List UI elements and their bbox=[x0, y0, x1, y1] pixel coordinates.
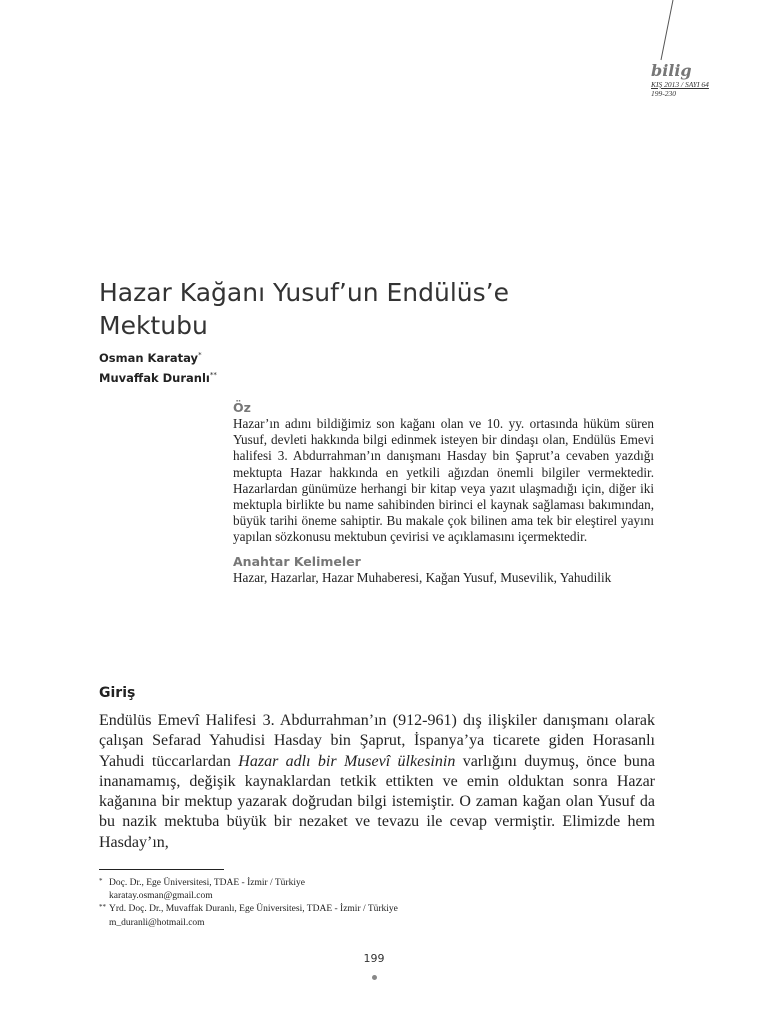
author-footnote-mark[interactable]: * bbox=[198, 351, 202, 360]
abstract-heading: Öz bbox=[233, 400, 251, 415]
author-name: Muvaffak Duranlı bbox=[99, 371, 210, 385]
author-name: Osman Karatay bbox=[99, 351, 199, 365]
body-text-italic: Hazar adlı bir Musevî ülkesinin bbox=[238, 752, 456, 770]
footnote-affiliation: Yrd. Doç. Dr., Muvaffak Duranlı, Ege Üniversitesi, TDAE - İzmir / Türkiye bbox=[109, 904, 398, 915]
footnote-email[interactable]: m_duranli@hotmail.com bbox=[109, 917, 205, 928]
page-dot-ornament bbox=[372, 975, 377, 980]
author-2 bbox=[99, 371, 217, 385]
journal-issue: KIŞ 2013 / SAYI 64 bbox=[651, 80, 709, 89]
footnote-mark: ** bbox=[99, 903, 106, 912]
footnotes bbox=[99, 877, 549, 930]
journal-header bbox=[651, 62, 761, 98]
section-heading: Giriş bbox=[99, 685, 136, 701]
footnote-email[interactable]: karatay.osman@gmail.com bbox=[109, 891, 213, 902]
footnote-1 bbox=[99, 877, 549, 903]
article-title: Hazar Kağanı Yusuf’un Endülüs’e Mektubu bbox=[99, 278, 509, 340]
footnote-divider bbox=[99, 869, 224, 870]
abstract-text: Hazar’ın adını bildiğimiz son kağanı olan ve 10. yy. ortasında hüküm süren Yusuf, devleti hakkında bilgi edinmek isteyen bir dindaşı olan, Endülüs Emevi halifesi 3. Abdurrahman’ın danışmanı Hasday bin Şaprut’a cevaben yazdığı mektupta Hazar hakkında en yetkili ağızdan önemli bilgiler vermektedir. Hazarlardan günümüze herhangi bir kitap veya yazıt ulaşmadığı için, diğer iki mektupla birlikte bu name sahibinden birinci el kaynak sağlaması bakımından, büyük tarihi öneme sahiptir. Bu makale çok bilinen ama tek bir eleştirel yayını yapılan sözkonusu mektubun çevirisi ve açıklamasını içermektedir. bbox=[233, 416, 654, 545]
abstract-block bbox=[233, 400, 654, 586]
section-body-text bbox=[99, 711, 655, 853]
author-1 bbox=[99, 351, 202, 365]
keywords-heading: Anahtar Kelimeler bbox=[233, 553, 361, 569]
footnote-mark: * bbox=[99, 877, 103, 885]
page-number: 199 bbox=[363, 952, 385, 965]
footnote-affiliation: Doç. Dr., Ege Üniversitesi, TDAE - İzmir / Türkiye bbox=[109, 878, 305, 888]
journal-name: bilig bbox=[651, 61, 692, 80]
keywords-text: Hazar, Hazarlar, Hazar Muhaberesi, Kağan Yusuf, Musevilik, Yahudilik bbox=[233, 569, 612, 585]
body-text-part: Endülüs Emevî Halifesi 3. Abdurrahman’ın (912-961) dış ilişkiler danışmanı olarak çalışan Sefarad Yahudisi Hasday bin Şaprut, İspanya’ya ticarete giden Horasanlı Yahudi tüccarlardan bbox=[99, 712, 655, 770]
author-footnote-mark[interactable]: ** bbox=[209, 371, 217, 380]
journal-pages: 199-230 bbox=[651, 89, 676, 98]
body-text-part: varlığını duymuş, önce buna inanamamış, değişik kaynaklardan tetkik ettikten ve emin olduktan sonra Hazar kağanına bir mektup yazarak doğrudan bilgi istemiştir. O zaman kağan olan Yusuf da bu nazik mektuba büyük bir nezaket ve tevazu ile cevap vermiştir. Elimizde hem Hasday’ın, bbox=[99, 752, 655, 851]
journal-slash-mark bbox=[655, 0, 683, 66]
footnote-2 bbox=[99, 903, 549, 929]
